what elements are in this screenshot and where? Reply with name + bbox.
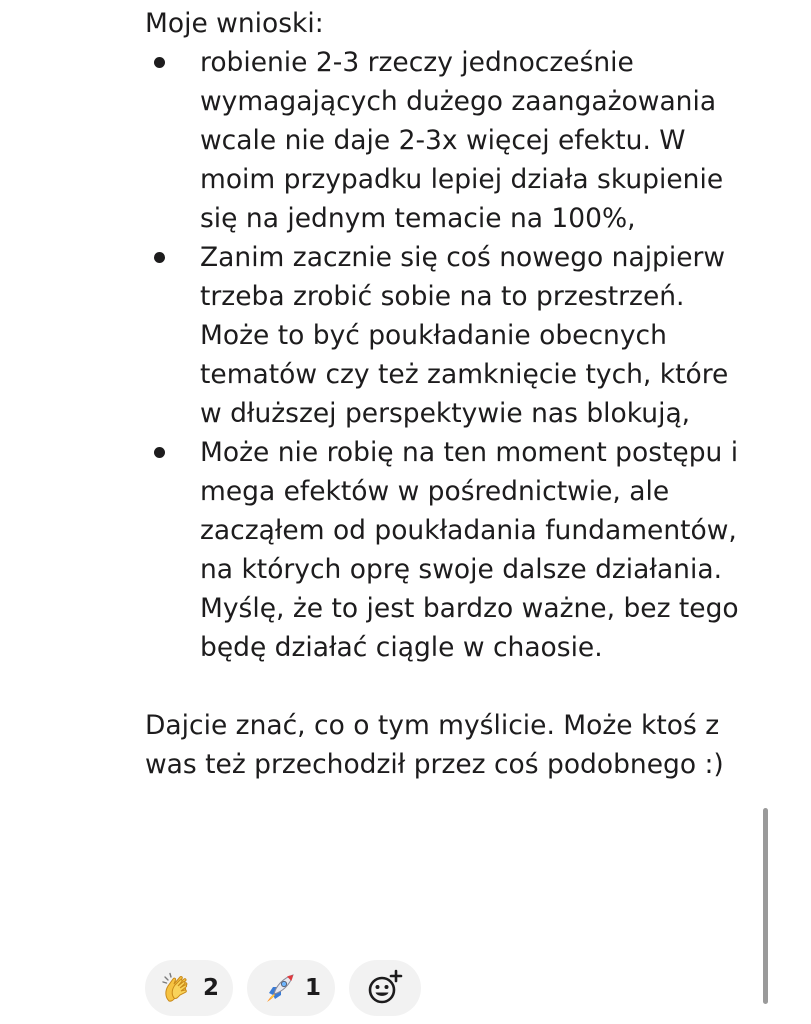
conclusions-heading: Moje wnioski: [145, 8, 324, 39]
reaction-clap-button[interactable] [145, 960, 233, 1016]
bullet-icon [154, 57, 165, 68]
reaction-count: 2 [203, 975, 220, 1001]
list-item [145, 238, 755, 433]
reaction-count: 1 [305, 975, 322, 1001]
reactions-bar [145, 960, 421, 1016]
clapping-hands-icon [161, 971, 195, 1005]
bullet-icon [154, 447, 165, 458]
list-item-text: Może nie robię na ten moment postępu i mega efektów w pośrednictwie, ale zacząłem od poukładania fundamentów, na których oprę swoje dalsze działania. Myślę, że to jest bardzo ważne, bez tego będę działać ciągle w chaosie. [200, 437, 739, 663]
message-body [145, 4, 755, 784]
reaction-rocket-button[interactable] [247, 960, 335, 1016]
list-item [145, 43, 755, 238]
scrollbar-thumb[interactable] [763, 808, 768, 1004]
add-reaction-icon [365, 968, 405, 1008]
rocket-icon [263, 971, 297, 1005]
list-item-text: robienie 2-3 rzeczy jednocześnie wymagających dużego zaangażowania wcale nie daje 2-3x więcej efektu. W moim przypadku lepiej działa skupienie się na jednym temacie na 100%, [200, 47, 724, 234]
conclusions-list [145, 43, 755, 667]
list-item-text: Zanim zacznie się coś nowego najpierw trzeba zrobić sobie na to przestrzeń. Może to być poukładanie obecnych tematów czy też zamknięcie tych, które w dłuższej perspektywie nas blokują, [200, 242, 729, 429]
bullet-icon [154, 252, 165, 263]
list-item [145, 433, 755, 667]
add-reaction-button[interactable] [349, 960, 421, 1016]
closing-text: Dajcie znać, co o tym myślicie. Może ktoś z was też przechodził przez coś podobnego :) [145, 710, 724, 780]
